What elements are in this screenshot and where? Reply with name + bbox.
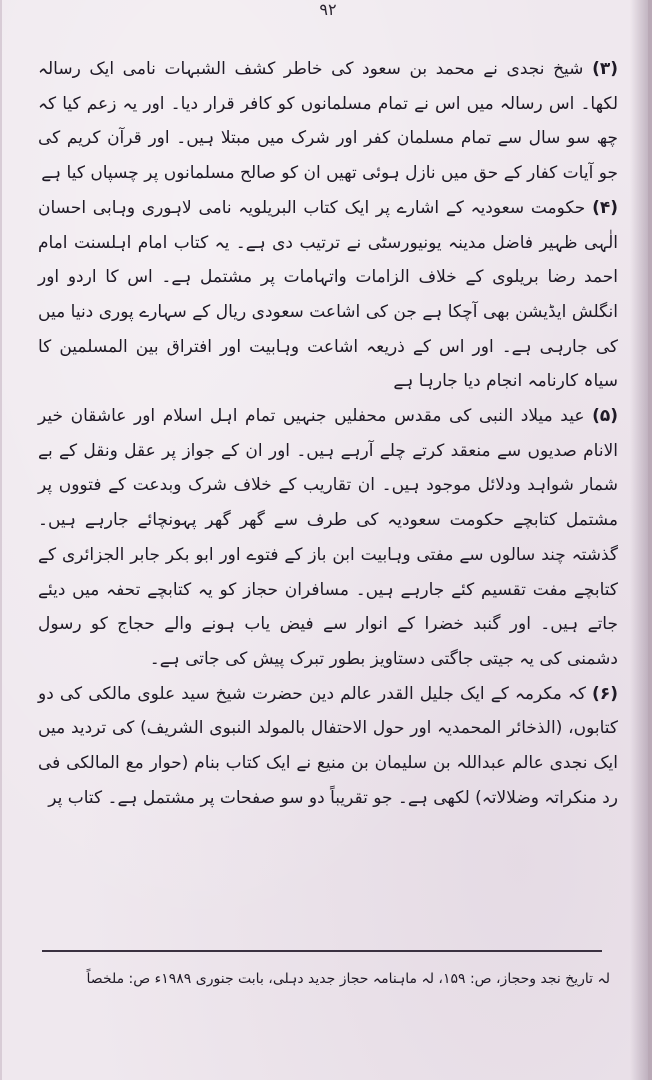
paragraph-6 — [38, 677, 618, 816]
footnote-divider — [42, 950, 602, 952]
page-spine-shadow — [630, 0, 648, 1080]
paragraph-text: عید میلاد النبی کی مقدس محفلیں جنہیں تمام اہل اسلام اور عاشقان خیر الانام صدیوں سے منعقد کرتے چلے آرہے ہیں۔ اور ان کے جواز پر عقل ونقل کے بے شمار شواہد ودلائل موجود ہیں۔ ان تقاریب کے خلاف شرک وبدعت کے فتووں پر مشتمل کتابچے حکومت سعودیہ کی طرف سے گھر گھر پہونچائے جارہے ہیں۔ گذشتہ چند سالوں سے مفتی وہابیت ابن باز کے فتوے اور ابو بکر جابر الجزائری کے کتابچے مفت تقسیم کئے جارہے ہیں۔ مسافران حجاز کو یہ کتابچے تحفہ میں دیئے جاتے ہیں۔ اور گنبد خضرا کے انوار سے فیض یاب ہونے والے حجاج کو رسول دشمنی کی یہ جیتی جاگتی دستاویز بطور تبرک پیش کی جاتی ہے۔ — [38, 406, 618, 669]
paragraph-number: (۵) — [592, 406, 619, 427]
footnote: لہ تاریخ نجد وحجاز، ص: ۱۵۹، لہ ماہنامہ حجاز جدید دہلی، بابت جنوری ۱۹۸۹ء ص: ملخصاً — [86, 971, 610, 987]
paragraph-number: (۴) — [592, 197, 619, 218]
body-text — [38, 52, 618, 815]
paragraph-text: کہ مکرمہ کے ایک جلیل القدر عالم دین حضرت شیخ سید علوی مالکی کی دو کتابوں، (الذخائر المحمدیہ اور حول الاحتفال بالمولد النبوی الشریف) کی تردید میں ایک نجدی عالم عبداللہ بن سلیمان بن منیع نے ایک کتاب بنام (حوار مع المالکی فی رد منکراتہ وضلالاتہ) لکھی ہے۔ جو تقریباً دو سو صفحات پر مشتمل ہے۔ کتاب پر — [38, 683, 618, 808]
paragraph-3 — [38, 52, 618, 191]
paragraph-number: (۶) — [592, 683, 618, 704]
paragraph-5 — [38, 399, 618, 677]
paragraph-number: (۳) — [592, 59, 619, 79]
paragraph-text: حکومت سعودیہ کے اشارے پر ایک کتاب البریلویہ نامی لاہوری وہابی احسان الٰہی ظہیر فاضل مدینہ یونیورسٹی نے ترتیب دی ہے۔ یہ کتاب امام اہلسنت امام احمد رضا بریلوی کے خلاف الزامات واتہامات پر مشتمل ہے۔ اس کا اردو اور انگلش ایڈیشن بھی آچکا ہے جن کی اشاعت سعودی ریال کے سہارے پوری دنیا میں کی جارہی ہے۔ اور اس کے ذریعہ اشاعت وہابیت اور افتراق بین المسلمین کا سیاہ کارنامہ انجام دیا جارہا ہے — [38, 197, 618, 392]
paragraph-text: شیخ نجدی نے محمد بن سعود کی خاطر کشف الشبہات نامی ایک رسالہ لکھا۔ اس رسالہ میں اس نے تمام مسلمانوں کو کافر قرار دیا۔ اور یہ زعم کیا کہ چھ سو سال سے تمام مسلمان کفر اور شرک میں مبتلا ہیں۔ اور قرآن کریم کی جو آیات کفار کے حق میں نازل ہوئی تھیں ان کو صالح مسلمانوں پر چسپاں کیا ہے — [38, 59, 618, 184]
paragraph-4 — [38, 191, 618, 399]
page-number: ۹۲ — [319, 0, 337, 19]
